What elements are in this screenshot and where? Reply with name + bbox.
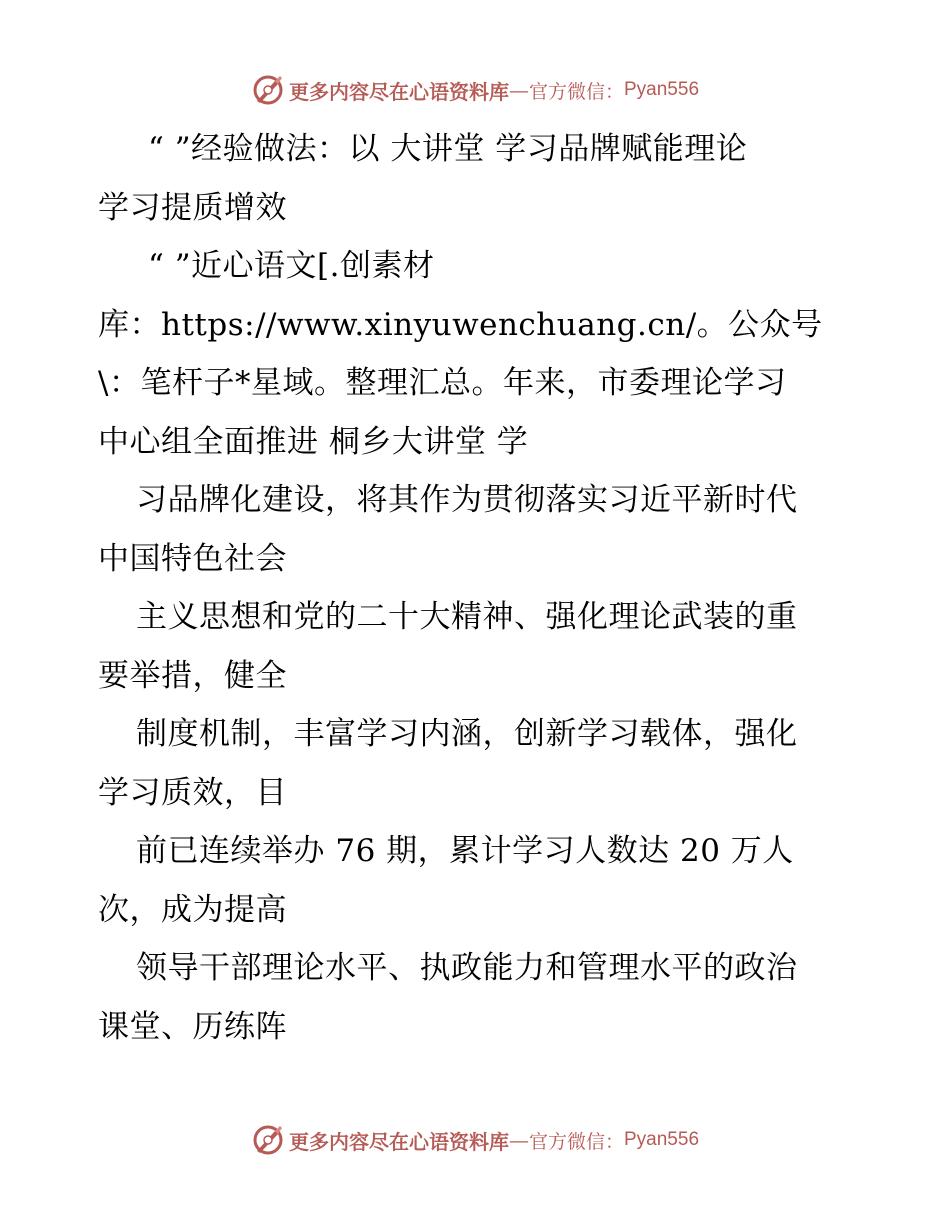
text-line: “ ”近心语文[.创素材 (148, 248, 435, 284)
text-line: 要举措，健全 (98, 657, 287, 694)
text-line: 中心组全面推进 桐乡大讲堂 学 (98, 423, 529, 460)
watermark-sub: 官方微信： (528, 80, 624, 103)
text-line: “ ”经验做法：以 大讲堂 学习品牌赋能理论 (148, 131, 748, 167)
text-line: 库：https://www.xinyuwenchuang.cn/。公众号 (98, 306, 823, 343)
pen-logo-icon (251, 1123, 285, 1157)
text-line: 次，成为提高 (98, 891, 287, 928)
header-watermark (0, 70, 950, 110)
watermark-id: Pyan556 (624, 79, 700, 100)
pen-logo-icon (251, 73, 285, 107)
document-body (98, 120, 858, 1056)
watermark-brand: 更多内容尽在心语资料库 (288, 1129, 509, 1154)
watermark-id: Pyan556 (624, 1129, 700, 1150)
text-line: 主义思想和党的二十大精神、强化理论武装的重 (136, 599, 798, 635)
text-line: 前已连续举办 76 期，累计学习人数达 20 万人 (136, 833, 794, 869)
text-line: 中国特色社会 (98, 540, 287, 577)
text-line: 制度机制，丰富学习内涵，创新学习载体，强化 (136, 716, 798, 752)
text-line: \：笔杆子*星域。整理汇总。年来，市委理论学习 (98, 365, 787, 401)
text-line: 学习质效，目 (98, 774, 287, 811)
text-line: 课堂、历练阵 (98, 1008, 287, 1045)
footer-watermark (0, 1120, 950, 1160)
text-line: 学习提质增效 (98, 189, 287, 226)
watermark-sub: 官方微信： (528, 1130, 624, 1153)
watermark-dash: — (508, 78, 529, 102)
watermark-brand: 更多内容尽在心语资料库 (288, 79, 509, 104)
text-line: 领导干部理论水平、执政能力和管理水平的政治 (136, 950, 798, 986)
watermark-dash: — (508, 1128, 529, 1152)
text-line: 习品牌化建设，将其作为贯彻落实习近平新时代 (136, 482, 798, 518)
